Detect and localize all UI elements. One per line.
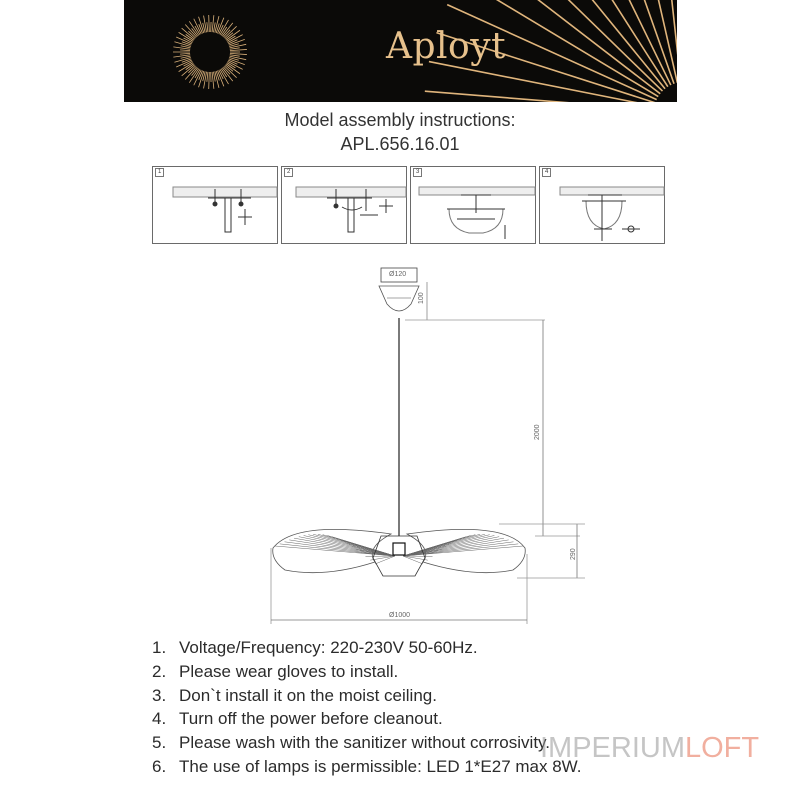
title-line: Model assembly instructions: bbox=[284, 110, 516, 130]
step-1-illustration bbox=[153, 167, 279, 245]
canopy-outline bbox=[379, 286, 419, 311]
step-number: 2 bbox=[284, 168, 293, 177]
model-number: APL.656.16.01 bbox=[340, 134, 460, 154]
spec-item bbox=[152, 707, 582, 731]
step-number: 4 bbox=[542, 168, 551, 177]
step-panel-3 bbox=[410, 166, 536, 244]
technical-drawing bbox=[255, 258, 595, 630]
socket bbox=[393, 543, 405, 555]
watermark-part: IMPERIUM bbox=[540, 732, 685, 764]
spec-number: 1. bbox=[152, 638, 167, 657]
canopy-diameter-label: Ø120 bbox=[389, 271, 407, 278]
specifications-list bbox=[152, 636, 582, 779]
spec-text: Please wash with the sanitizer without corrosivity. bbox=[179, 733, 551, 753]
step-2-illustration bbox=[282, 167, 408, 245]
step-panel-4 bbox=[539, 166, 665, 244]
spec-number: 2. bbox=[152, 661, 167, 681]
spec-text: Don`t install it on the moist ceiling. bbox=[179, 685, 437, 705]
document-title bbox=[0, 108, 800, 156]
brand-banner bbox=[124, 0, 677, 102]
shade-ribs bbox=[275, 534, 523, 564]
spec-item bbox=[152, 755, 582, 779]
spec-text: Turn off the power before cleanout. bbox=[179, 709, 443, 729]
spec-item bbox=[152, 731, 582, 755]
step-number: 1 bbox=[155, 168, 164, 177]
step-panel-2 bbox=[281, 166, 407, 244]
brand-name: Aployt bbox=[386, 26, 507, 67]
step-3-illustration bbox=[411, 167, 537, 245]
shade-height-label: 290 bbox=[570, 548, 577, 560]
spec-item bbox=[152, 660, 582, 684]
spec-number: 3. bbox=[152, 685, 167, 705]
cord-length-label: 2000 bbox=[534, 424, 541, 440]
spec-text: Voltage/Frequency: 220-230V 50-60Hz. bbox=[179, 638, 478, 657]
spec-text: Please wear gloves to install. bbox=[179, 661, 399, 681]
watermark-part: LOFT bbox=[685, 732, 760, 764]
sun-logo-icon bbox=[173, 15, 247, 89]
step-number: 3 bbox=[413, 168, 422, 177]
spec-text: The use of lamps is permissible: LED 1*E27 max 8W. bbox=[179, 756, 582, 776]
spec-item bbox=[152, 636, 582, 660]
canopy-height-label: 100 bbox=[418, 292, 425, 304]
spec-number: 4. bbox=[152, 709, 167, 729]
shade-diameter-label: Ø1000 bbox=[389, 612, 411, 619]
spec-number: 6. bbox=[152, 756, 167, 776]
step-4-illustration bbox=[540, 167, 666, 245]
spec-item bbox=[152, 684, 582, 708]
step-panel-1 bbox=[152, 166, 278, 244]
assembly-steps bbox=[152, 166, 664, 244]
spec-number: 5. bbox=[152, 733, 167, 753]
